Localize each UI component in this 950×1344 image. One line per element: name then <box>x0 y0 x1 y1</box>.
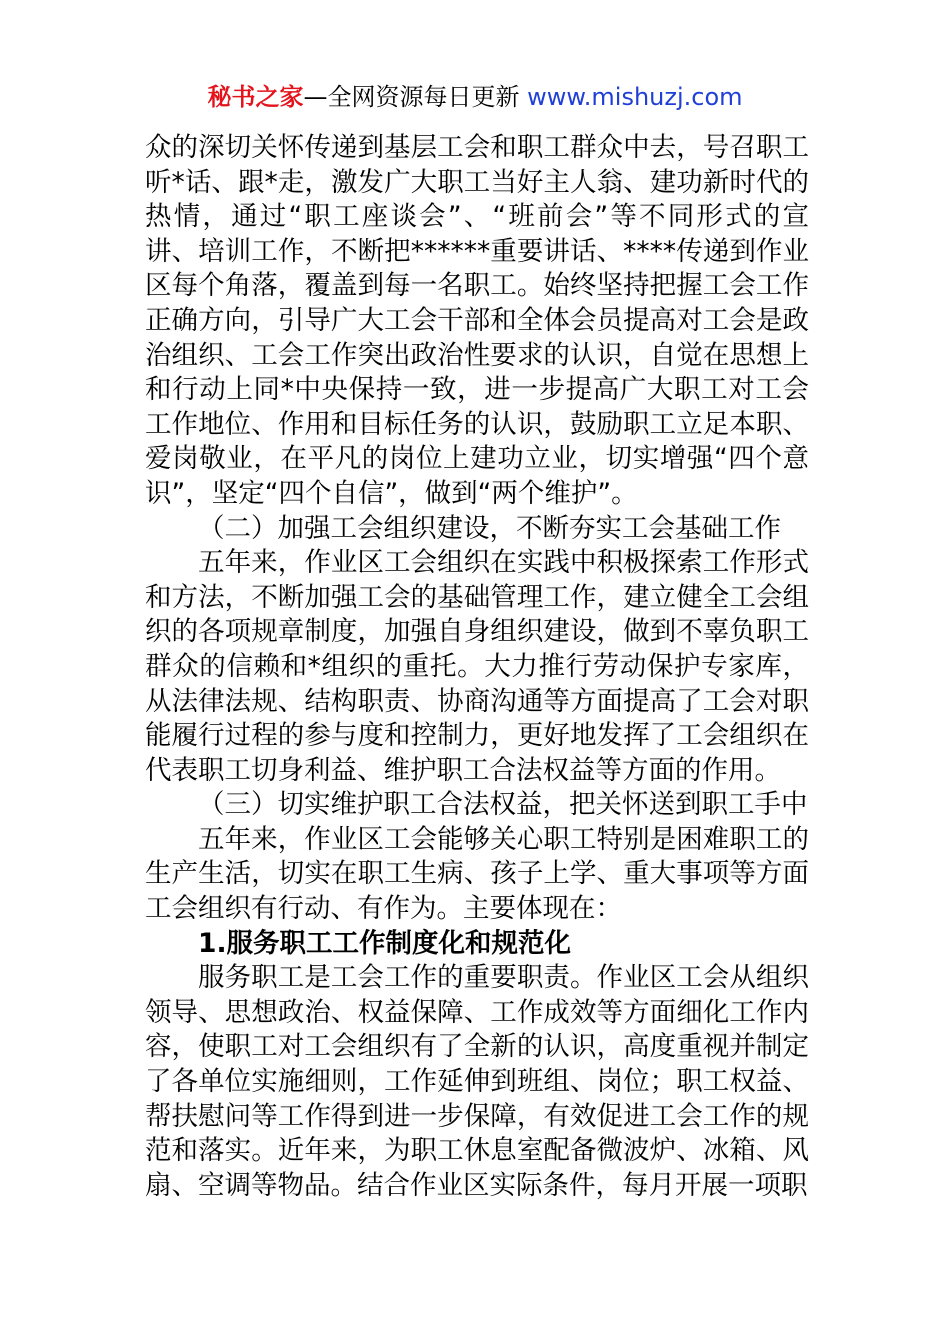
site-url[interactable]: www.mishuzj.com <box>527 83 743 111</box>
document-body <box>145 131 809 1203</box>
paragraph: 服务职工是工会工作的重要职责。作业区工会从组织领导、思想政治、权益保障、工作成效等方面细化工作内容，使职工对工会组织有了全新的认识，高度重视并制定了各单位实施细则，工作延伸到班组、岗位；职工权益、帮扶慰问等工作得到进一步保障，有效促进工会工作的规范和落实。近年来，为职工休息室配备微波炉、冰箱、风扇、空调等物品。结合作业区实际条件，每月开展一项职 <box>145 962 809 1201</box>
page-header <box>0 80 950 114</box>
section-heading-3: （三）切实维护职工合法权益，把关怀送到职工手中 <box>198 789 808 821</box>
section-heading-2: （二）加强工会组织建设，不断夯实工会基础工作 <box>198 512 781 544</box>
paragraph-continuation: 众的深切关怀传递到基层工会和职工群众中去，号召职工听*话、跟*走，激发广大职工当好主人翁、建功新时代的热情，通过“职工座谈会”、“班前会”等不同形式的宣讲、培训工作，不断把******重要讲话、****传递到作业区每个角落，覆盖到每一名职工。始终坚持把握工会工作正确方向，引导广大工会干部和全体会员提高对工会是政治组织、工会工作突出政治性要求的认识，自觉在思想上和行动上同*中央保持一致，进一步提高广大职工对工会工作地位、作用和目标任务的认识，鼓励职工立足本职、爱岗敬业，在平凡的岗位上建功立业，切实增强“四个意识”，坚定“四个自信”，做到“两个维护”。 <box>145 132 809 509</box>
brand-name: 秘书之家 <box>207 83 304 111</box>
header-tagline: —全网资源每日更新 <box>303 83 528 111</box>
subheading-1: 1.服务职工工作制度化和规范化 <box>198 927 572 959</box>
paragraph: 五年来，作业区工会组织在实践中积极探索工作形式和方法，不断加强工会的基础管理工作，建立健全工会组织的各项规章制度，加强自身组织建设，做到不辜负职工群众的信赖和*组织的重托。大力推行劳动保护专家库，从法律法规、结构职责、协商沟通等方面提高了工会对职能履行过程的参与度和控制力，更好地发挥了工会组织在代表职工切身利益、维护职工合法权益等方面的作用。 <box>145 547 809 786</box>
paragraph: 五年来，作业区工会能够关心职工特别是困难职工的生产生活，切实在职工生病、孩子上学、重大事项等方面工会组织有行动、有作为。主要体现在： <box>145 823 809 925</box>
